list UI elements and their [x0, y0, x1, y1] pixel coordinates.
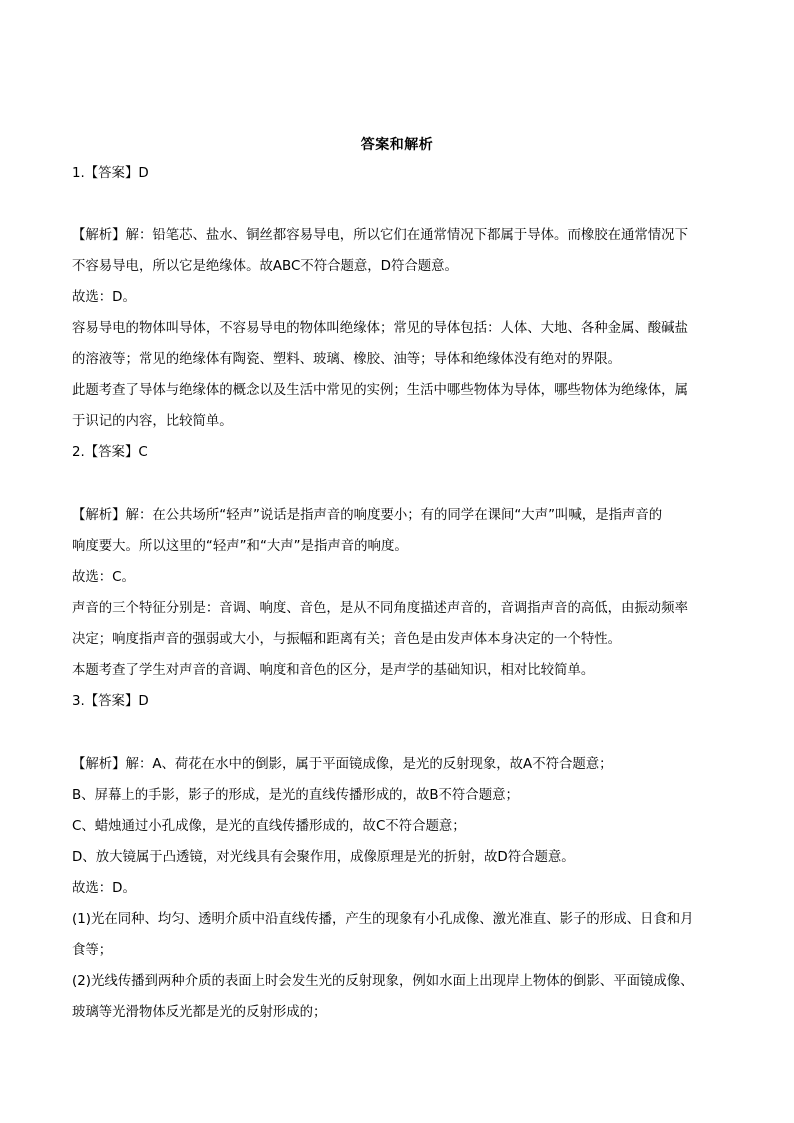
summary-1-line-2: 于识记的内容，比较简单。 — [72, 414, 233, 429]
answer-3-line: 3.【答案】D — [72, 694, 149, 709]
explanation-3-point-1-line-2: 食等； — [72, 943, 113, 958]
analysis-2-line-2: 响度要大。所以这里的“轻声”和“大声”是指声音的响度。 — [72, 539, 408, 554]
analysis-1-line-2: 不容易导电，所以它是绝缘体。故ABC不符合题意，D符合题意。 — [72, 259, 458, 274]
explanation-3-point-1-line-1: (1)光在同种、均匀、透明介质中沿直线传播，产生的现象有小孔成像、激光准直、影子的形成、日食和月 — [72, 912, 694, 927]
explanation-1-line-1: 容易导电的物体叫导体，不容易导电的物体叫绝缘体；常见的导体包括：人体、大地、各种金属、酸碱盐 — [72, 321, 688, 336]
answer-2-line: 2.【答案】C — [72, 445, 148, 460]
explanation-1-line-2: 的溶液等；常见的绝缘体有陶瓷、塑料、玻璃、橡胶、油等；导体和绝缘体没有绝对的界限。 — [72, 352, 622, 367]
choice-1-line: 故选：D。 — [72, 290, 136, 305]
summary-2-line: 本题考查了学生对声音的音调、响度和音色的区分，是声学的基础知识，相对比较简单。 — [72, 663, 595, 678]
analysis-3-line-c: C、蜡烛通过小孔成像，是光的直线传播形成的，故C不符合题意； — [72, 819, 466, 834]
explanation-3-point-2-line-2: 玻璃等光滑物体反光都是光的反射形成的； — [72, 1005, 327, 1020]
analysis-2-line-1: 【解析】解：在公共场所“轻声”说话是指声音的响度要小；有的同学在课间“大声”叫喊，是指声音的 — [72, 508, 663, 523]
analysis-1-line-1: 【解析】解：铅笔芯、盐水、铜丝都容易导电，所以它们在通常情况下都属于导体。而橡胶在通常情况下 — [72, 228, 688, 243]
summary-1-line-1: 此题考查了导体与绝缘体的概念以及生活中常见的实例；生活中哪些物体为导体，哪些物体为绝缘体，属 — [72, 383, 688, 398]
analysis-3-line-b: B、屏幕上的手影，影子的形成，是光的直线传播形成的，故B不符合题意； — [72, 788, 519, 803]
explanation-3-point-2-line-1: (2)光线传播到两种介质的表面上时会发生光的反射现象，例如水面上出现岸上物体的倒影、平面镜成像、 — [72, 974, 694, 989]
analysis-3-line-a: 【解析】解：A、荷花在水中的倒影，属于平面镜成像，是光的反射现象，故A不符合题意； — [72, 757, 613, 772]
choice-2-line: 故选：C。 — [72, 570, 135, 585]
page-title: 答案和解析 — [360, 137, 434, 153]
choice-3-line: 故选：D。 — [72, 881, 136, 896]
analysis-3-line-d: D、放大镜属于凸透镜，对光线具有会聚作用，成像原理是光的折射，故D符合题意。 — [72, 850, 575, 865]
explanation-2-line-1: 声音的三个特征分别是：音调、响度、音色，是从不同角度描述声音的，音调指声音的高低，由振动频率 — [72, 601, 688, 616]
explanation-2-line-2: 决定；响度指声音的强弱或大小，与振幅和距离有关；音色是由发声体本身决定的一个特性。 — [72, 632, 622, 647]
answer-1-line: 1.【答案】D — [72, 166, 149, 181]
